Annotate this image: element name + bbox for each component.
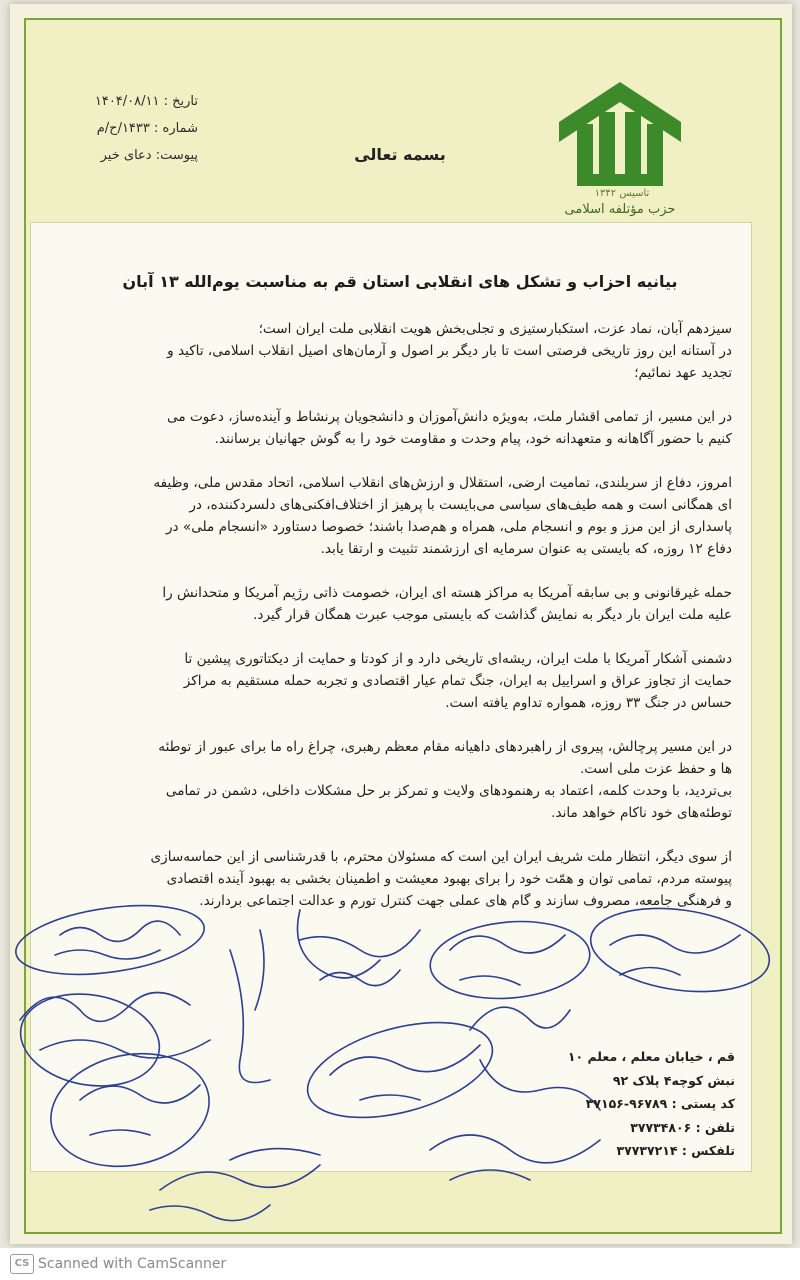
statement-title: بیانیه احزاب و تشکل های انقلابی استان قم به مناسبت یوم‌الله ۱۳ آبان <box>122 272 678 291</box>
scanner-watermark <box>0 1248 800 1280</box>
contact-address <box>567 1045 735 1163</box>
signature-mark <box>40 1040 219 1181</box>
signature-mark <box>230 910 380 1083</box>
basmala: بسمه تعالی <box>354 145 446 164</box>
address-line: قم ، خیابان معلم ، معلم ۱۰ <box>567 1049 735 1064</box>
paragraph: از سوی دیگر، انتظار ملت شریف ایران این است که مسئولان محترم، با قدرشناسی از این حماسه‌سازی پیوسته مردم، تمامی توان و همّت خود را برای بهبود معیشت و اطمینان بخشی به بهبود آینده اقتصادی و فرهنگی جامعه، مصروف سازند و گام های عملی جهت کنترل تورم و عدالت اجتماعی بردارند. <box>150 849 732 909</box>
address-line: نبش کوچه۴ پلاک ۹۲ <box>612 1072 735 1088</box>
signature-mark <box>585 898 774 1002</box>
scanner-label: Scanned with CamScanner <box>38 1256 227 1272</box>
paragraph: سیزدهم آبان، نماد عزت، استکبارستیزی و تجلی‌بخش هویت انقلابی ملت ایران است؛ در آستانه این روز تاریخی فرصتی است تا بار دیگر بر اصول و آرمان‌های اصیل انقلاب اسلامی، تاکید و تجدید عهد نمائیم؛ <box>167 321 732 381</box>
camscanner-icon: CS <box>10 1254 34 1274</box>
logo-year: تاسیس ۱۳۴۲ <box>594 188 650 199</box>
party-logo-icon <box>555 78 685 198</box>
signature-mark <box>297 1005 502 1135</box>
signature-mark <box>427 915 593 1005</box>
paragraph: دشمنی آشکار آمریکا با ملت ایران، ریشه‌ای تاریخی دارد و از کودتا و حمایت از دیکتاتوری پیشین تا حمایت از تجاوز عراق و اسراییل به ایران، جنگ تمام عیار اقتصادی و تجربه حمله مستقیم به مراکز حساس در جنگ ۳۳ روزه، همواره تداوم یافته است. <box>183 651 732 711</box>
letter-meta <box>58 88 198 169</box>
signature-mark <box>430 1135 600 1180</box>
letter-date: تاریخ : ۱۴۰۴/۰۸/۱۱ <box>94 94 198 109</box>
signature-mark <box>150 1149 320 1221</box>
logo-party-name: حزب مؤتلفه اسلامی <box>564 202 676 217</box>
paragraph: امروز، دفاع از سربلندی، تمامیت ارضی، استقلال و ارزش‌های انقلاب اسلامی، اتحاد مقدس ملی، وظیفه ای همگانی است و همه طیف‌های سیاسی می‌بایست با پرهیز از اختلاف‌افکنی‌های دلسردکننده، در پاسداری از این مرز و بوم و انسجام ملی، همراه و هم‌صدا باشند؛ خصوصا دستاورد «انسجام ملی» در دفاع ۱۲ روزه، که بایستی به عنوان سرمایه ای ارزشمند تثبیت و ارتقا یابد. <box>153 475 732 557</box>
letter-number: شماره : ۱۴۳۳/ح/م <box>96 121 198 136</box>
letter-attachment: پیوست: دعای خیر <box>100 148 198 163</box>
paragraph: در این مسیر پرچالش، پیروی از راهبردهای داهیانه مقام معظم رهبری، چراغ راه ما برای عبور از توطئه ها و حفظ عزت ملی است. بی‌تردید، با وحدت کلمه، اعتماد به رهنمودهای ولایت و تمرکز بر حل مشکلات داخلی، دشمن در تمامی توطئه‌های خود ناکام خواهد ماند. <box>158 739 732 821</box>
statement-body <box>60 318 732 934</box>
signature-mark <box>300 930 420 986</box>
signature-mark <box>13 984 210 1097</box>
fax: تلفکس : ۳۷۷۳۷۲۱۴ <box>616 1143 735 1158</box>
paragraph: در این مسیر، از تمامی اقشار ملت، به‌ویژه دانش‌آموزان و دانشجویان پرنشاط و آینده‌ساز، دعوت می کنیم با حضور آگاهانه و متعهدانه خود، پیام وحدت و مقاومت خود را به گوش جهانیان برسانند. <box>167 409 732 447</box>
paragraph: حمله غیرقانونی و بی سابقه آمریکا به مراکز هسته ای ایران، خصومت ذاتی رژیم آمریکا و متحدانش را علیه ملت ایران بار دیگر به نمایش گذاشت که بایستی موجب عبرت همگان قرار گیرد. <box>162 585 732 623</box>
phone: تلفن : ۳۷۷۳۴۸۰۶ <box>630 1119 735 1135</box>
postal-code: کد پستی : ۹۶۷۸۹-۳۷۱۵۶ <box>585 1096 735 1111</box>
signature-mark <box>11 895 208 985</box>
